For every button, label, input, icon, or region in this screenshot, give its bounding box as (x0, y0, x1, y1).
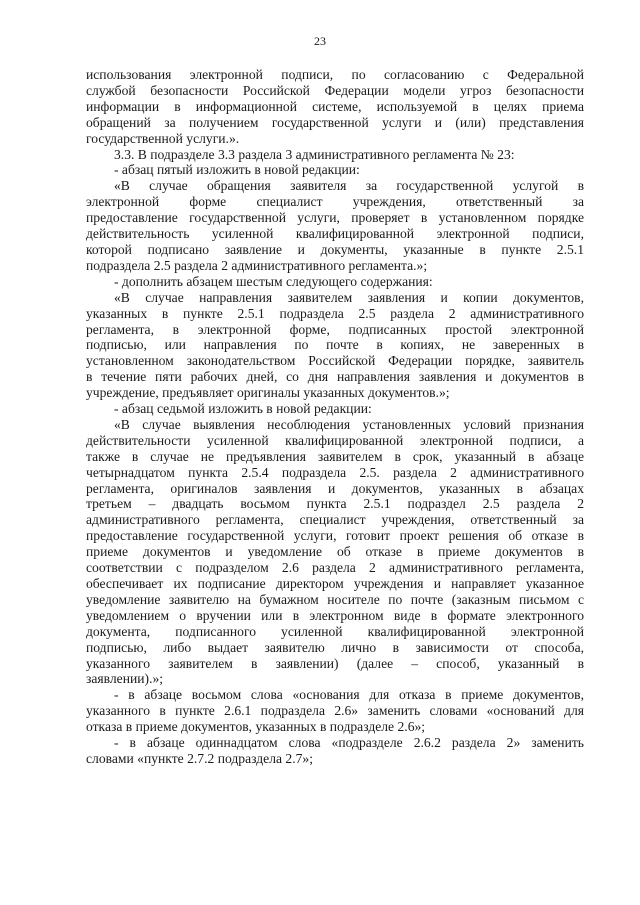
text-line: службой безопасности Российской Федерации модели угроз безопасности (86, 82, 584, 98)
text-line: указанного заявителем в заявлении) (далее – способ, указанный в (86, 655, 584, 671)
text-line: - абзац седьмой изложить в новой редакции: (114, 401, 372, 417)
text-line: отказа в приеме документов, указанных в подразделе 2.6»; (86, 719, 426, 735)
text-line: информации в информационной системе, используемой в целях приема (86, 98, 584, 114)
text-line: регламента, в электронной форме, подписанных простой электронной (86, 321, 584, 337)
text-line: - абзац пятый изложить в новой редакции: (114, 162, 360, 178)
text-line: - в абзаце одиннадцатом слова «подразделе 2.6.2 раздела 2» заменить (114, 735, 584, 751)
text-line: предоставление государственной услуги, готовит проект решения об отказе в (86, 528, 584, 544)
text-line: «В случае выявления несоблюдения установленных условий признания (114, 416, 584, 432)
text-line: учреждение, предъявляет оригиналы указанных документов.»; (86, 385, 450, 401)
text-line: подраздела 2.5 раздела 2 административного регламента.»; (86, 257, 428, 273)
text-line: уведомление заявителю на бумажном носителе по почте (заказным письмом с (86, 591, 584, 607)
text-line: - дополнить абзацем шестым следующего содержания: (114, 273, 433, 289)
text-line: обращений за получением государственной услуги и (или) представления (86, 114, 584, 130)
text-line: словами «пункте 2.7.2 подраздела 2.7»; (86, 750, 313, 766)
text-line: «В случае направления заявителем заявления и копии документов, (114, 289, 584, 305)
text-line: соответствии с подразделом 2.6 раздела 2 административного регламента, (86, 560, 584, 576)
text-line: также в случае не предъявления заявителем в срок, указанный в абзаце (86, 448, 584, 464)
text-line: обеспечивает их подписание директором учреждения и направляет указанное (86, 576, 584, 591)
text-line: установленном законодательством Российской Федерации порядке, заявитель (86, 353, 584, 369)
text-line: третьем – двадцать восьмом пункта 2.5.1 подраздел 2.5 раздела 2 (86, 496, 584, 512)
text-line: уведомлением о вручении или в электронном виде в формате электронного (86, 607, 584, 623)
text-line: заявлении).»; (86, 671, 164, 687)
text-line: - в абзаце восьмом слова «основания для отказа в приеме документов, (114, 687, 584, 703)
text-line: действительность усиленной квалифицированной электронной подписи, (86, 226, 584, 242)
text-line: в течение пяти рабочих дней, со дня направления заявления и документов в (86, 369, 584, 385)
document-body (86, 67, 584, 767)
text-line: административного регламента, специалист учреждения, ответственный за (86, 512, 584, 528)
text-line: подписью, либо выдает заявителю лично в зависимости от способа, (86, 639, 584, 655)
text-line: указанного в пункте 2.6.1 подраздела 2.6» заменить словами «оснований для (86, 703, 584, 719)
text-line: предоставление государственной услуги, проверяет в установленном порядке (86, 210, 584, 226)
text-line: электронной форме специалист учреждения, ответственный за (86, 194, 584, 210)
text-line: «В случае обращения заявителя за государственной услугой в (114, 178, 584, 194)
page-number: 23 (314, 34, 326, 48)
text-line: документа, подписанного усиленной квалифицированной электронной (86, 623, 584, 639)
text-line: которой подписано заявление и документы, указанные в пункте 2.5.1 (86, 241, 584, 257)
text-line: указанных в пункте 2.5.1 подраздела 2.5 раздела 2 административного (86, 305, 584, 321)
text-line: действительности усиленной квалифицированной электронной подписи, а (86, 432, 584, 448)
text-line: четырнадцатом пункта 2.5.4 подраздела 2.5. раздела 2 административного (86, 464, 584, 480)
text-line: 3.3. В подразделе 3.3 раздела 3 административного регламента № 23: (114, 146, 515, 162)
text-line: приеме документов и уведомление об отказе в приеме документов в (86, 544, 584, 560)
text-line: подписью, или направления по почте в копиях, не заверенных в (86, 337, 584, 353)
text-line: государственной услуги.». (86, 130, 240, 146)
text-line: регламента, оригиналов заявления и документов, указанных в абзацах (86, 480, 584, 496)
text-line: использования электронной подписи, по согласованию с Федеральной (86, 67, 584, 82)
